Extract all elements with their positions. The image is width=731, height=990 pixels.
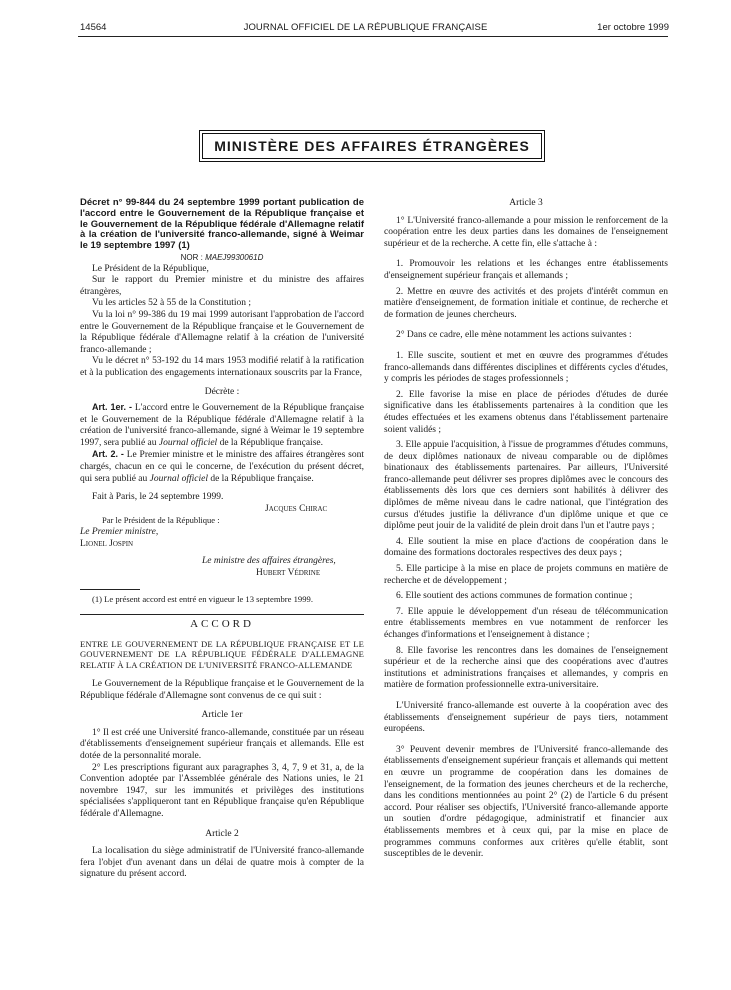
list-item: 7. Elle appuie le développement d'un réseau de télécommunication entre établissements membres en vue notamment de renforcer les échanges d'informations et l'enseignement à distance ; <box>384 606 668 640</box>
journal-title: JOURNAL OFFICIEL DE LA RÉPUBLIQUE FRANÇAISE <box>243 22 488 33</box>
list-item: 1. Promouvoir les relations et les échanges entre établissements d'enseignement supérieur français et allemands ; <box>384 259 668 281</box>
accord-subtitle: ENTRE LE GOUVERNEMENT DE LA RÉPUBLIQUE FRANÇAISE ET LE GOUVERNEMENT DE LA RÉPUBLIQUE FÉDÉRALE D'ALLEMAGNE RELATIF À LA CRÉATION DE L'UNIVERSITÉ FRANCO-ALLEMANDE <box>80 638 364 670</box>
preamble-line: Vu le décret n° 53-192 du 14 mars 1953 modifié relatif à la ratification et à la publication des engagements internationaux souscrits par la France, <box>80 356 364 378</box>
section-rule <box>80 614 364 615</box>
pm-signature: Lionel Jospin <box>80 538 134 549</box>
left-column <box>80 198 364 881</box>
article-1-paragraph: 2° Les prescriptions figurant aux paragraphes 3, 4, 7, 9 et 31, a, de la Convention adoptée par l'Assemblée générale des Nations unies, le 21 novembre 1947, sur les immunités et privilèges des institutions spécialisées s'appliqueront tant en République française qu'en République fédérale d'Allemagne. <box>80 762 364 820</box>
page-number: 14564 <box>80 22 107 33</box>
article-2-paragraph: La localisation du siège administratif de l'Université franco-allemande fera l'objet d'un avenant dans un délai de quatre mois à compter de la signature du présent accord. <box>80 846 364 880</box>
art2-label: Art. 2. - <box>92 449 124 460</box>
preamble-line: Vu la loi n° 99-386 du 19 mai 1999 autorisant l'approbation de l'accord entre le Gouvernement de la République française et le Gouvernement de la République fédérale d'Allemagne relatif à la création de l'université franco-allemande ; <box>80 309 364 355</box>
article-1-heading: Article 1er <box>201 710 243 721</box>
preamble-line: Vu les articles 52 à 55 de la Constitution ; <box>92 298 252 309</box>
decrete-heading: Décrète : <box>204 386 240 397</box>
header-rule <box>78 36 668 37</box>
list-item: 4. Elle soutient la mise en place d'actions de coopération dans le domaine des formations doctorales respectives des deux pays ; <box>384 536 668 559</box>
by-president: Par le Président de la République : <box>102 515 220 526</box>
preamble-line: Sur le rapport du Premier ministre et du ministre des affaires étrangères, <box>80 275 364 297</box>
list-item: 8. Elle favorise les rencontres dans les domaines de l'enseignement supérieur et de la recherche ainsi que des coopérations avec d'autres institutions et administrations françaises et allemandes, y compris en matière de formation professionnelle extra-universitaire. <box>384 645 668 691</box>
list-item: 1. Elle suscite, soutient et met en œuvre des programmes d'études franco-allemands dans différentes disciplines et différents cycles d'études, y compris les périodes de stages professionnels ; <box>384 350 668 385</box>
mae-signature: Hubert Védrine <box>256 567 321 578</box>
list-item: 6. Elle soutient des actions communes de formation continue ; <box>396 591 633 602</box>
accord-title: ACCORD <box>190 618 254 631</box>
decree-title: Décret n° 99-844 du 24 septembre 1999 portant publication de l'accord entre le Gouvernement de la République française et le Gouvernement de la République fédérale d'Allemagne relatif à la création de l'université franco-allemande, signé à Weimar le 19 septembre 1997 (1) <box>80 197 364 252</box>
issue-date: 1er octobre 1999 <box>597 22 669 33</box>
nor-label: NOR : <box>180 252 203 262</box>
article-1-paragraph: 1° Il est créé une Université franco-allemande, constituée par un réseau d'établissements d'enseignement supérieur français et allemands. Elle est dotée de la personnalité morale. <box>80 727 364 762</box>
list-item: 2. Elle favorise la mise en place de périodes d'études de durée significative dans les établissements partenaires à la condition que les études effectuées et les examens obtenus dans l'établissement partenaire soient validés ; <box>384 389 668 435</box>
decree-article-2: Art. 2. - Le Premier ministre et le ministre des affaires étrangères sont chargés, chacun en ce qui le concerne, de l'exécution du présent décret, qui sera publié au Journal officiel de la République française. <box>80 449 364 484</box>
article-3-paragraph: 3° Peuvent devenir membres de l'Université franco-allemande des établissements d'enseignement supérieur français et allemands qui mettent en œuvre un programme de coopération dans les domaines de l'enseignement, de la formation des jeunes chercheurs et de la recherche, dans les conditions mentionnées au point 2° (2) de l'article 6 du présent accord. Pour réaliser ses objectifs, l'Université franco-allemande apporte un soutien d'ordre pédagogique, administratif et financier aux établissements membres et à ceux qui, par la mise en place de programmes communs conformes aux critères qu'elle établit, sont susceptibles de le devenir. <box>384 744 668 860</box>
pm-title: Le Premier ministre, <box>80 527 159 538</box>
list-item: 3. Elle appuie l'acquisition, à l'issue de programmes d'études communs, de deux diplômes nationaux de niveau comparable ou de diplômes binationaux des établissements partenaires. Par ailleurs, l'Université franco-allemande peut délivrer ses propres diplômes avec le concours des établissements dès lors que ces derniers sont habilités à délivrer des diplômes de même niveau dans le cadre national, que l'intégration des cursus d'études justifie la délivrance d'un diplôme unique et que ce diplôme peut jouir de la validité de plein droit dans l'un et l'autre pays ; <box>384 440 668 532</box>
article-3-paragraph: 1° L'Université franco-allemande a pour mission le renforcement de la coopération entre les deux parties dans les domaines de l'enseignement supérieur et de la recherche. A cette fin, elle s'attache à : <box>384 215 668 249</box>
footnote: (1) Le présent accord est entré en vigueur le 13 septembre 1999. <box>92 594 313 605</box>
footnote-rule <box>80 589 140 590</box>
ministry-heading: MINISTÈRE DES AFFAIRES ÉTRANGÈRES <box>202 133 542 159</box>
decree-article-1: Art. 1er. - L'accord entre le Gouvernement de la République française et le Gouvernement de la République fédérale d'Allemagne relatif à la création de l'université franco-allemande, signé à Weimar le 19 septembre 1997, sera publié au Journal officiel de la République française. <box>80 402 365 448</box>
article-2-heading: Article 2 <box>205 828 239 839</box>
art1-label: Art. 1er. - <box>92 402 133 413</box>
article-3-paragraph: 2° Dans ce cadre, elle mène notamment les actions suivantes : <box>396 330 632 341</box>
accord-intro: Le Gouvernement de la République française et le Gouvernement de la République fédérale d'Allemagne sont convenus de ce qui suit : <box>80 679 364 701</box>
mae-title: Le ministre des affaires étrangères, <box>202 556 336 567</box>
preamble-line: Le Président de la République, <box>92 263 209 274</box>
article-3-heading: Article 3 <box>509 198 543 208</box>
list-item: 5. Elle participe à la mise en place de projets communs en matière de recherche et de développement ; <box>384 564 668 586</box>
right-column <box>384 198 668 861</box>
done-at: Fait à Paris, le 24 septembre 1999. <box>92 492 224 503</box>
nor-reference <box>80 252 364 264</box>
president-signature: Jacques Chirac <box>265 503 328 514</box>
nor-code: MAEJ9930061D <box>205 252 264 262</box>
list-item: 2. Mettre en œuvre des activités et des projets d'intérêt commun en matière d'enseignement, de formation initiale et continue, de recherche et de formation de jeunes chercheurs. <box>384 286 668 320</box>
article-3-paragraph: L'Université franco-allemande est ouverte à la coopération avec des établissements d'enseignement supérieur de pays tiers, notamment européens. <box>384 700 668 735</box>
